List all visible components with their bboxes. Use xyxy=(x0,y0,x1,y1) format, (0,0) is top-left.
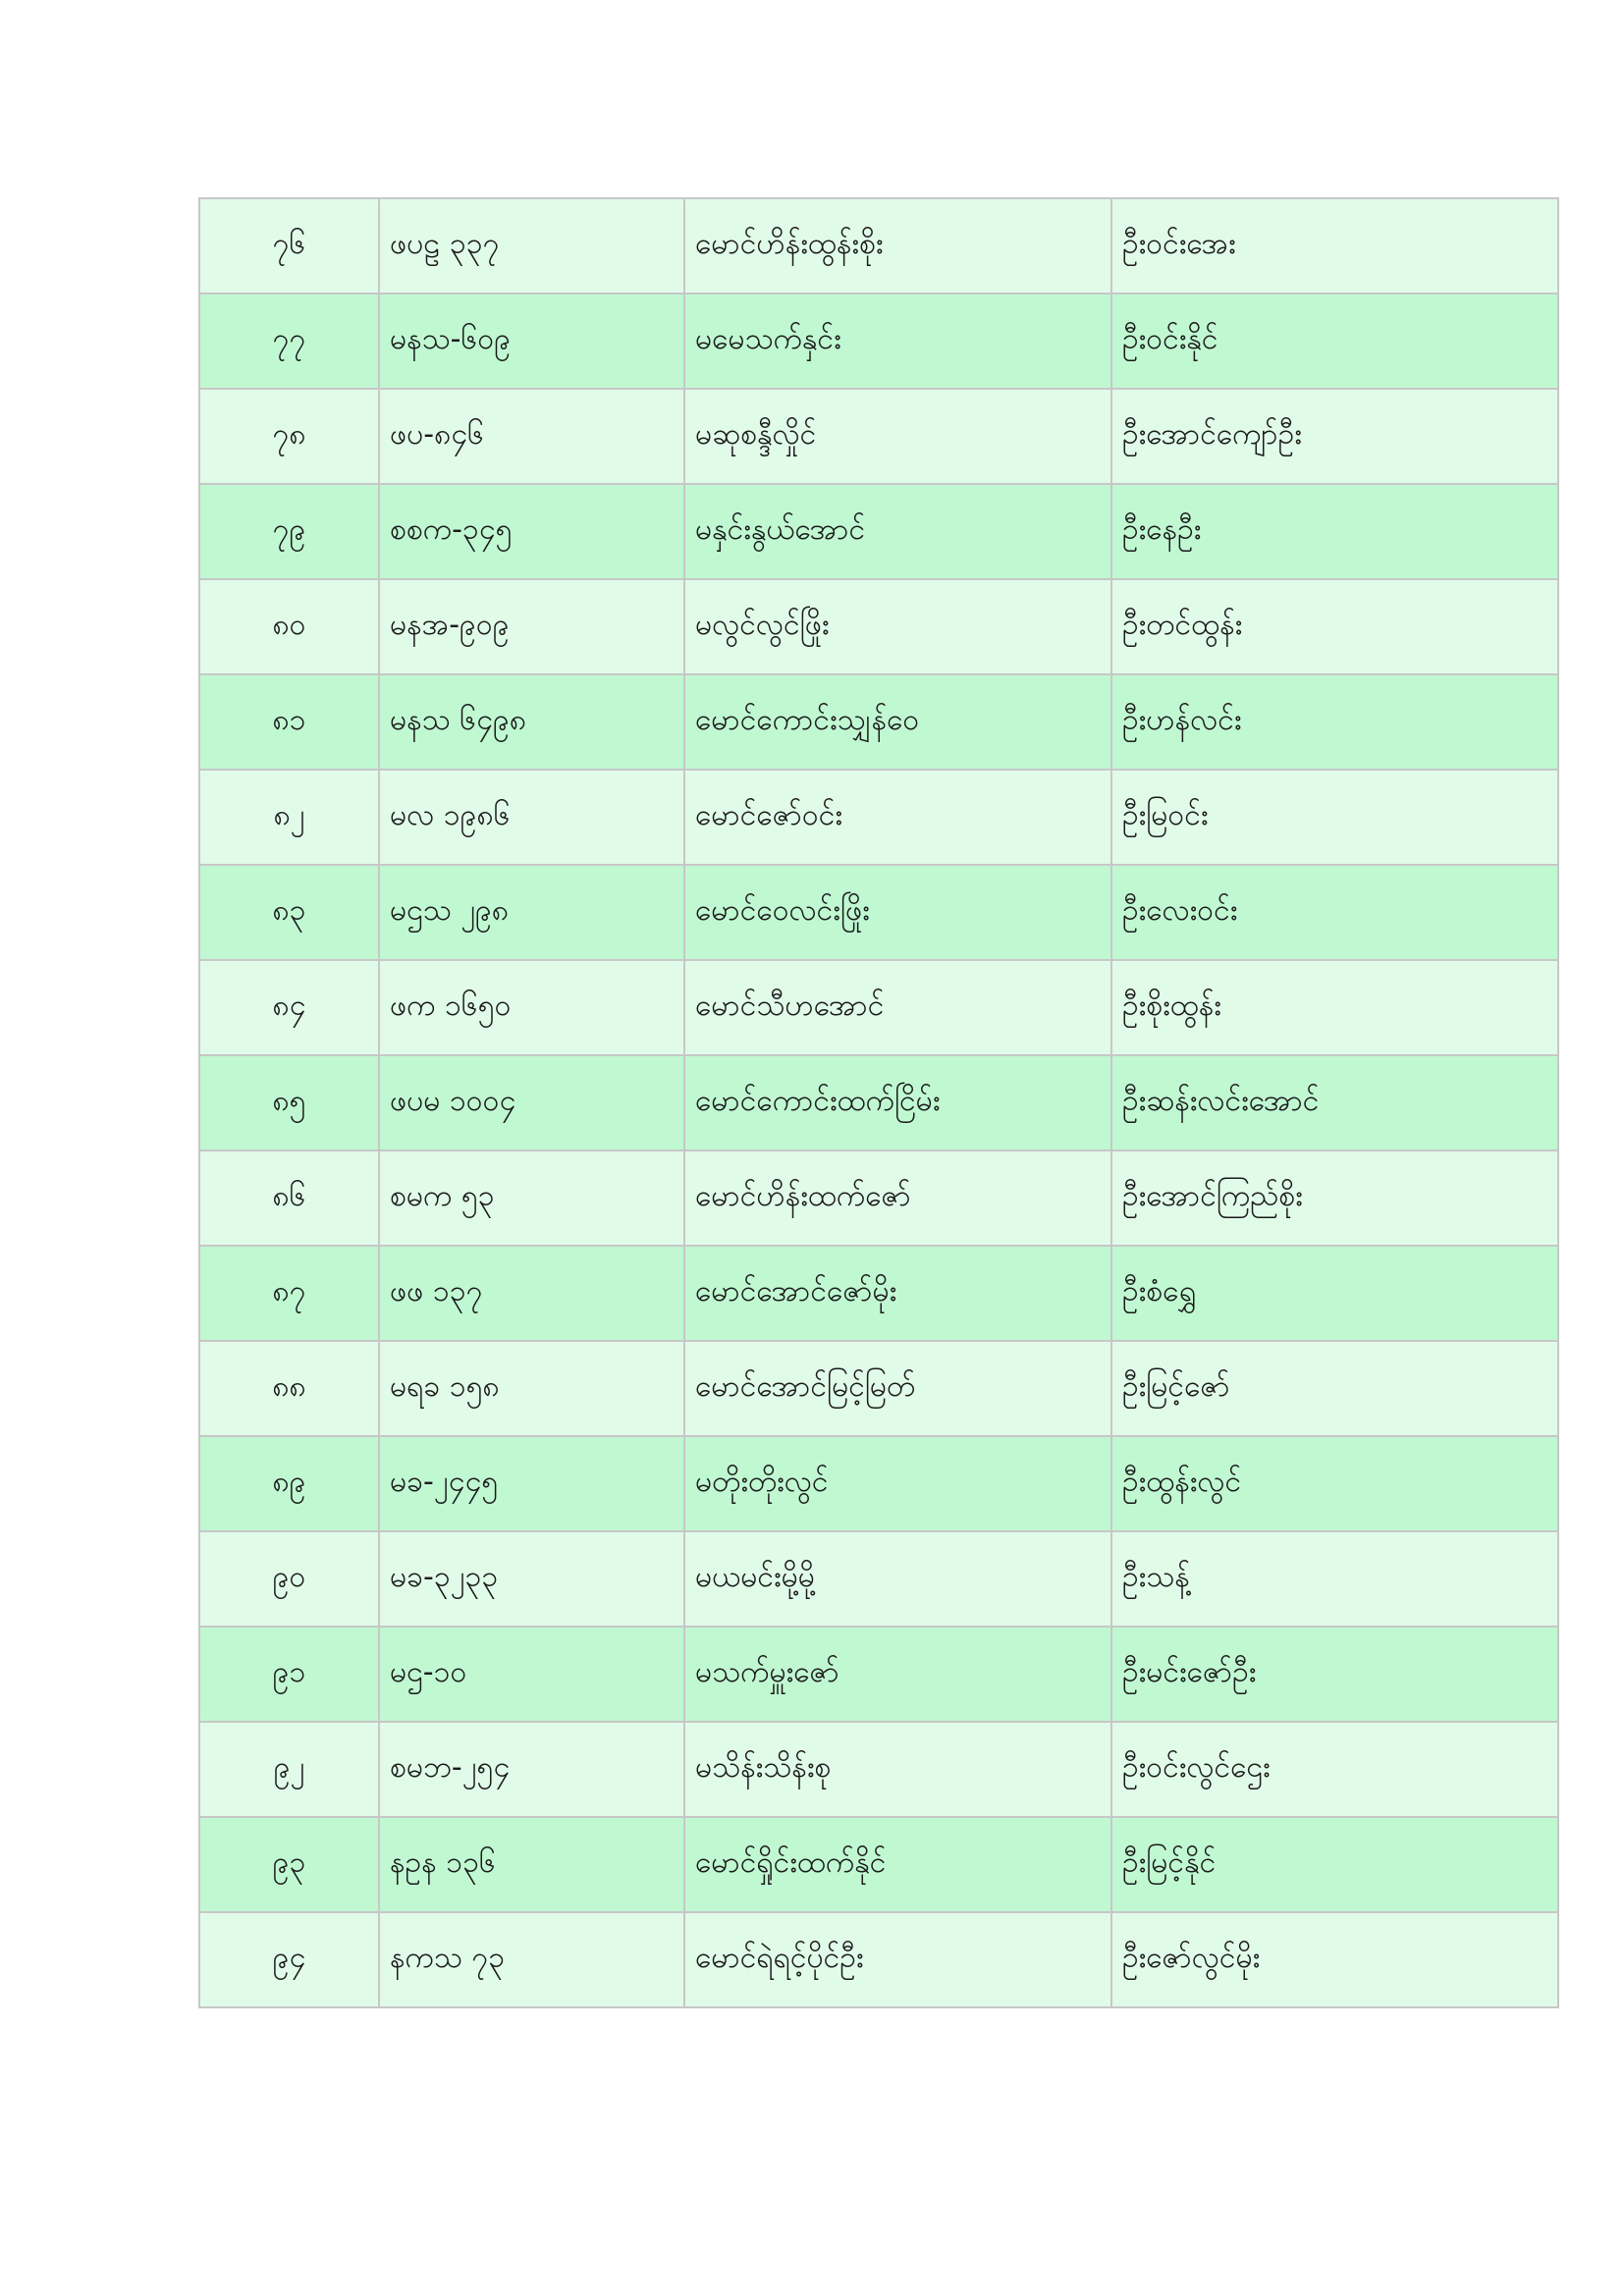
student-name-cell: မောင်ရှိုင်းထက်နိုင် xyxy=(684,1817,1111,1912)
father-name-cell: ဦးမြင့်နိုင် xyxy=(1111,1817,1558,1912)
registration-number-cell: စမဘ-၂၅၄ xyxy=(379,1722,684,1817)
student-name-cell: မောင်ဇော်ဝင်း xyxy=(684,770,1111,865)
student-name-cell: မောင်သီဟအောင် xyxy=(684,960,1111,1055)
row-number-cell: ၉၃ xyxy=(199,1817,379,1912)
father-name-cell: ဦးအောင်ကြည်စိုး xyxy=(1111,1150,1558,1246)
father-name-cell: ဦးအောင်ကျော်ဦး xyxy=(1111,389,1558,484)
student-name-cell: မဆုစန္ဒီလှိုင် xyxy=(684,389,1111,484)
table-row xyxy=(199,1246,1558,1341)
row-number-cell: ၇၆ xyxy=(199,198,379,294)
father-name-cell: ဦးဝင်းအေး xyxy=(1111,198,1558,294)
table-row xyxy=(199,389,1558,484)
student-name-cell: မနှင်းနွယ်အောင် xyxy=(684,484,1111,579)
father-name-cell: ဦးမင်းဇော်ဦး xyxy=(1111,1627,1558,1722)
table-row xyxy=(199,1341,1558,1436)
row-number-cell: ၈၇ xyxy=(199,1246,379,1341)
registration-number-cell: စမက ၅၃ xyxy=(379,1150,684,1246)
student-name-cell: မလွင်လွင်ဖြိုး xyxy=(684,579,1111,674)
registration-number-cell: ဖပ-၈၄၆ xyxy=(379,389,684,484)
student-name-cell: မောင်အောင်မြင့်မြတ် xyxy=(684,1341,1111,1436)
father-name-cell: ဦးဝင်းလွင်ဌေး xyxy=(1111,1722,1558,1817)
registration-number-cell: နကသ ၇၃ xyxy=(379,1912,684,2007)
student-name-cell: မောင်ဝေလင်းဖြိုး xyxy=(684,865,1111,960)
father-name-cell: ဦးဆန်းလင်းအောင် xyxy=(1111,1055,1558,1150)
table-row xyxy=(199,1912,1558,2007)
registration-number-cell: မနအ-၉၀၉ xyxy=(379,579,684,674)
row-number-cell: ၈၂ xyxy=(199,770,379,865)
results-table xyxy=(198,197,1559,2008)
table-body xyxy=(199,198,1558,2007)
row-number-cell: ၈၅ xyxy=(199,1055,379,1150)
row-number-cell: ၉၂ xyxy=(199,1722,379,1817)
registration-number-cell: မနသ-၆၀၉ xyxy=(379,294,684,389)
father-name-cell: ဦးဇော်လွင်မိုး xyxy=(1111,1912,1558,2007)
table-row xyxy=(199,579,1558,674)
table-row xyxy=(199,294,1558,389)
row-number-cell: ၉၄ xyxy=(199,1912,379,2007)
father-name-cell: ဦးဝင်းနိုင် xyxy=(1111,294,1558,389)
father-name-cell: ဦးမြင့်ဇော် xyxy=(1111,1341,1558,1436)
table-row xyxy=(199,1817,1558,1912)
father-name-cell: ဦးစိုးထွန်း xyxy=(1111,960,1558,1055)
table-row xyxy=(199,1531,1558,1627)
student-name-cell: မောင်ကောင်းထက်ငြိမ်း xyxy=(684,1055,1111,1150)
row-number-cell: ၈၉ xyxy=(199,1436,379,1531)
father-name-cell: ဦးနေဦး xyxy=(1111,484,1558,579)
student-name-cell: မသိန်းသိန်းစု xyxy=(684,1722,1111,1817)
table-row xyxy=(199,484,1558,579)
row-number-cell: ၈၆ xyxy=(199,1150,379,1246)
table-row xyxy=(199,1722,1558,1817)
student-name-cell: မောင်ရဲရင့်ပိုင်ဦး xyxy=(684,1912,1111,2007)
table-row xyxy=(199,1055,1558,1150)
registration-number-cell: ဖပမ ၁၀၀၄ xyxy=(379,1055,684,1150)
registration-number-cell: မဌ-၁၀ xyxy=(379,1627,684,1722)
father-name-cell: ဦးလေးဝင်း xyxy=(1111,865,1558,960)
table-row xyxy=(199,1436,1558,1531)
student-name-cell: မောင်ကောင်းသျှန်ဝေ xyxy=(684,674,1111,770)
father-name-cell: ဦးဟန်လင်း xyxy=(1111,674,1558,770)
registration-number-cell: မလ ၁၉၈၆ xyxy=(379,770,684,865)
father-name-cell: ဦးသန့် xyxy=(1111,1531,1558,1627)
table-row xyxy=(199,1627,1558,1722)
table-row xyxy=(199,198,1558,294)
registration-number-cell: မခ-၃၂၃၃ xyxy=(379,1531,684,1627)
registration-number-cell: နဥန ၁၃၆ xyxy=(379,1817,684,1912)
table-row xyxy=(199,865,1558,960)
row-number-cell: ၇၇ xyxy=(199,294,379,389)
registration-number-cell: ဖဖ ၁၃၇ xyxy=(379,1246,684,1341)
registration-number-cell: ဖပဠ ၃၃၇ xyxy=(379,198,684,294)
row-number-cell: ၈၄ xyxy=(199,960,379,1055)
father-name-cell: ဦးစံရွှေ xyxy=(1111,1246,1558,1341)
student-name-cell: မမေသက်နှင်း xyxy=(684,294,1111,389)
row-number-cell: ၇၈ xyxy=(199,389,379,484)
father-name-cell: ဦးမြဝင်း xyxy=(1111,770,1558,865)
table-row xyxy=(199,1150,1558,1246)
row-number-cell: ၈၁ xyxy=(199,674,379,770)
registration-number-cell: စစက-၃၄၅ xyxy=(379,484,684,579)
row-number-cell: ၈၃ xyxy=(199,865,379,960)
registration-number-cell: မနသ ၆၄၉၈ xyxy=(379,674,684,770)
row-number-cell: ၉၁ xyxy=(199,1627,379,1722)
table-row xyxy=(199,770,1558,865)
registration-number-cell: မဌသ ၂၉၈ xyxy=(379,865,684,960)
father-name-cell: ဦးထွန်းလွင် xyxy=(1111,1436,1558,1531)
row-number-cell: ၈၀ xyxy=(199,579,379,674)
row-number-cell: ၈၈ xyxy=(199,1341,379,1436)
row-number-cell: ၇၉ xyxy=(199,484,379,579)
student-name-cell: မောင်အောင်ဇော်မိုး xyxy=(684,1246,1111,1341)
student-name-cell: မယမင်းမို့မို့ xyxy=(684,1531,1111,1627)
registration-number-cell: ဖက ၁၆၅၀ xyxy=(379,960,684,1055)
student-name-cell: မောင်ဟိန်းထက်ဇော် xyxy=(684,1150,1111,1246)
student-name-cell: မောင်ဟိန်းထွန်းစိုး xyxy=(684,198,1111,294)
registration-number-cell: မခ-၂၄၄၅ xyxy=(379,1436,684,1531)
row-number-cell: ၉၀ xyxy=(199,1531,379,1627)
student-name-cell: မတိုးတိုးလွင် xyxy=(684,1436,1111,1531)
student-name-cell: မသက်မှူးဇော် xyxy=(684,1627,1111,1722)
table-row xyxy=(199,674,1558,770)
table-row xyxy=(199,960,1558,1055)
father-name-cell: ဦးတင်ထွန်း xyxy=(1111,579,1558,674)
registration-number-cell: မရခ ၁၅၈ xyxy=(379,1341,684,1436)
